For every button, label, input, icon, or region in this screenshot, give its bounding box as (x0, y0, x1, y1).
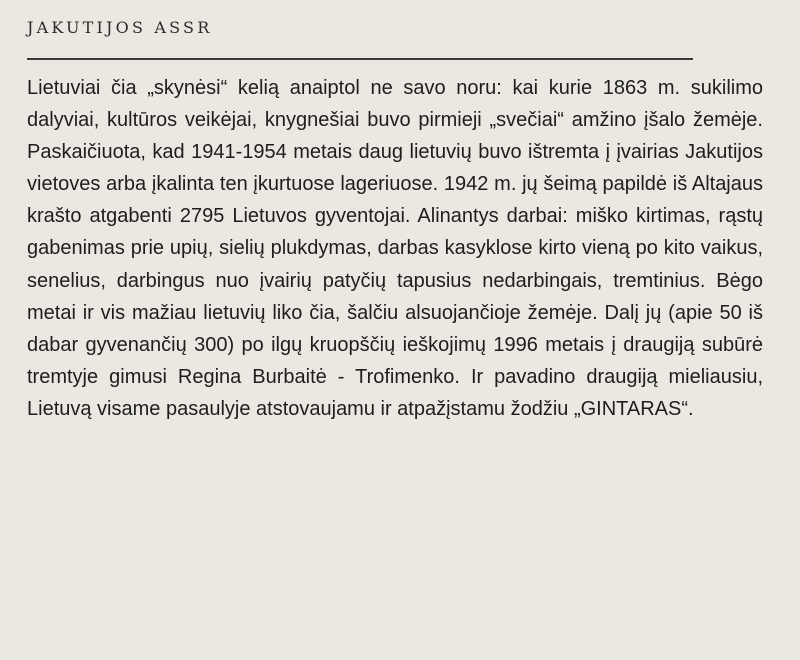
heading-divider (27, 58, 693, 60)
section-heading: JAKUTIJOS ASSR (27, 18, 213, 37)
body-paragraph: Lietuviai čia „skynėsi“ kelią anaiptol ne savo noru: kai kurie 1863 m. sukilimo dalyviai, kultūros veikėjai, knygnešiai buvo pirmieji „svečiai“ amžino įšalo žemėje. Paskaičiuota, kad 1941-1954 metais daug lietuvių buvo ištremta į įvairias Jakutijos vietoves arba įkalinta ten įkurtuose lageriuose. 1942 m. jų šeimą papildė iš Altajaus krašto atgabenti 2795 Lietuvos gyventojai. Alinantys darbai: miško kirtimas, rąstų gabenimas prie upių, sielių plukdymas, darbas kasyklose kirto vieną po kito vaikus, senelius, darbingus nuo įvairių patyčių tapusius nedarbingais, tremtinius. Bėgo metai ir vis mažiau lietuvių liko čia, šalčiu alsuojančioje žemėje. Dalį jų (apie 50 iš dabar gyvenančių 300) po ilgų kruopščių ieškojimų 1996 metais į draugiją subūrė tremtyje gimusi Regina Burbaitė - Trofimenko. Ir pavadino draugiją mieliausiu, Lietuvą visame pasaulyje atstovaujamu ir atpažįstamu žodžiu „GINTARAS“. (27, 77, 763, 420)
